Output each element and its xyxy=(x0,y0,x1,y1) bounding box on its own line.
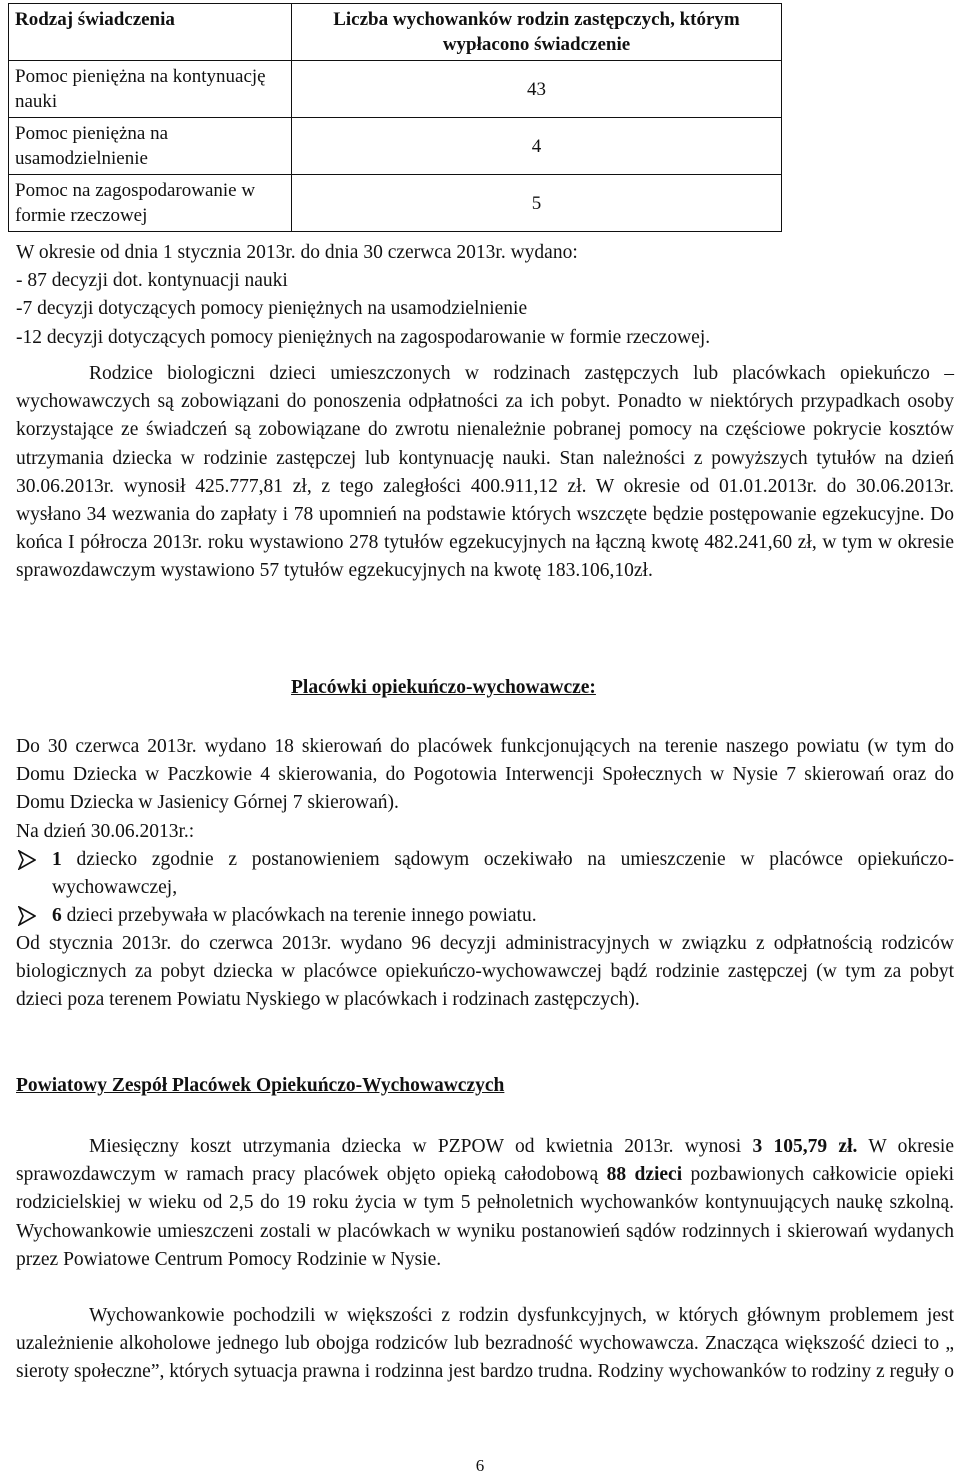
table-row xyxy=(9,61,782,118)
care-facilities-paragraph: Do 30 czerwca 2013r. wydano 18 skierowań do placówek funkcjonujących na terenie naszego powiatu (w tym do Domu Dziecka w Paczkowie 4 skierowania, do Pogotowia Interwencji Społecznych w Nysie 7 skierowań oraz do Domu Dziecka w Jasienicy Górnej 7 skierowań). xyxy=(16,736,954,814)
fee-decisions-paragraph: Od stycznia 2013r. do czerwca 2013r. wydano 96 decyzji administracyjnych w związku z odpłatnością rodziców biologicznych za pobyt dziecka w placówce opiekuńczo-wychowawczej bądź rodzinie zastępczej (w tym za pobyt dzieci poza terenem Powiatu Nyskiego w placówkach i rodzinach zastępczych). xyxy=(16,933,954,1011)
bullet-count: 6 xyxy=(52,905,62,927)
pzpow-paragraph xyxy=(16,1133,954,1274)
bullet-text: dzieci przebywała w placówkach na terenie innego powiatu. xyxy=(61,905,537,927)
bullet-count: 1 xyxy=(52,849,62,870)
children-count-value: 88 dzieci xyxy=(606,1164,683,1186)
table-header-row xyxy=(9,4,782,61)
care-facilities-bullets xyxy=(16,846,954,931)
bullet-text: dziecko zgodnie z postanowieniem sądowym oczekiwało na umieszczenie w placówce opiekuńczo-wychowawczej, xyxy=(52,849,954,899)
parents-paragraph: Rodzice biologiczni dzieci umieszczonych w rodzinach zastępczych lub placówkach opiekuńczo – wychowawczych są zobowiązani do ponoszenia odpłatności za ich pobyt. Ponadto w niektórych przypadkach osoby korzystające ze świadczeń są zobowiązane do zwrotu nienależnie pobranej pomocy na częściowe pokrycie kosztów utrzymania dziecka w rodzinie zastępczej lub kontynuację nauki. Stan należności z powyższych tytułów na dzień 30.06.2013r. wynosił 425.777,81 zł, z tego zaległości 400.911,12 zł. W okresie od 01.01.2013r. do 30.06.2013r. wysłano 34 wezwania do zapłaty i 78 upomnień na podstawie których wszczęte będzie postępowanie egzekucyjne. Do końca I półrocza 2013r. roku wystawiono 278 tytułów egzekucyjnych na łączną kwotę 482.241,60 zł, w tym w okresie sprawozdawczym wystawiono 57 tytułów egzekucyjnych na kwotę 183.106,10zł. xyxy=(16,363,954,582)
decisions-item: -7 decyzji dotyczących pomocy pieniężnych na usamodzielnienie xyxy=(16,298,528,320)
table-cell-label: Pomoc na zagospodarowanie w formie rzeczowej xyxy=(9,175,292,232)
pzpow-paragraph-2: Wychowankowie pochodzili w większości z rodzin dysfunkcyjnych, w których głównym problemem jest uzależnienie alkoholowe jednego lub obojga rodziców lub bezradność wychowawcza. Znacząca większość dzieci to „ sieroty społeczne”, których sytuacja prawna i rodzinna jest bardzo trudna. Rodziny wychowanków to rodziny z reguły o xyxy=(16,1305,954,1383)
decisions-intro: W okresie od dnia 1 stycznia 2013r. do dnia 30 czerwca 2013r. wydano: xyxy=(16,242,578,263)
arrow-bullet-icon xyxy=(18,906,36,926)
pzpow-text: pozbawionych całkowicie opieki rodzicielskiej w wieku od 2,5 do 19 roku życia w tym 5 pełnoletnich wychowanków kontynuujących naukę szkolną. Wychowankowie umieszczeni zostali w placówkach w wyniku postanowień sądów rodzinnych i skierowań wydanych przez Powiatowe Centrum Pomocy Rodzinie w Nysie. xyxy=(16,1164,954,1270)
table-header-benefit-type: Rodzaj świadczenia xyxy=(9,4,292,61)
decisions-item: -12 decyzji dotyczących pomocy pieniężnych na zagospodarowanie w formie rzeczowej. xyxy=(16,326,711,348)
table-row xyxy=(9,118,782,175)
section-heading-pzpow: Powiatowy Zespół Placówek Opiekuńczo-Wychowawczych xyxy=(16,1075,505,1096)
care-facilities-date-line: Na dzień 30.06.2013r.: xyxy=(16,821,195,842)
table-cell-value: 43 xyxy=(292,61,782,118)
table-cell-value: 5 xyxy=(292,175,782,232)
table-header-recipient-count: Liczba wychowanków rodzin zastępczych, którym wypłacono świadczenie xyxy=(292,4,782,61)
section-heading-care-facilities: Placówki opiekuńczo-wychowawcze: xyxy=(291,677,596,698)
list-item xyxy=(16,902,954,930)
list-item xyxy=(16,846,954,902)
arrow-bullet-icon xyxy=(18,850,36,870)
table-cell-label: Pomoc pieniężna na kontynuację nauki xyxy=(9,61,292,118)
table-cell-label: Pomoc pieniężna na usamodzielnienie xyxy=(9,118,292,175)
monthly-cost-value: 3 105,79 zł. xyxy=(752,1136,858,1157)
benefits-table xyxy=(8,3,782,232)
table-cell-value: 4 xyxy=(292,118,782,175)
decisions-block xyxy=(16,239,954,352)
page-number: 6 xyxy=(475,1456,485,1475)
decisions-item: - 87 decyzji dot. kontynuacji nauki xyxy=(16,270,288,292)
table-row xyxy=(9,175,782,232)
pzpow-text: Miesięczny koszt utrzymania dziecka w PZPOW od kwietnia 2013r. wynosi xyxy=(89,1136,753,1157)
pzpow-text: W okresie sprawozdawczym w ramach pracy placówek objęto opieką całodobową xyxy=(16,1136,954,1186)
